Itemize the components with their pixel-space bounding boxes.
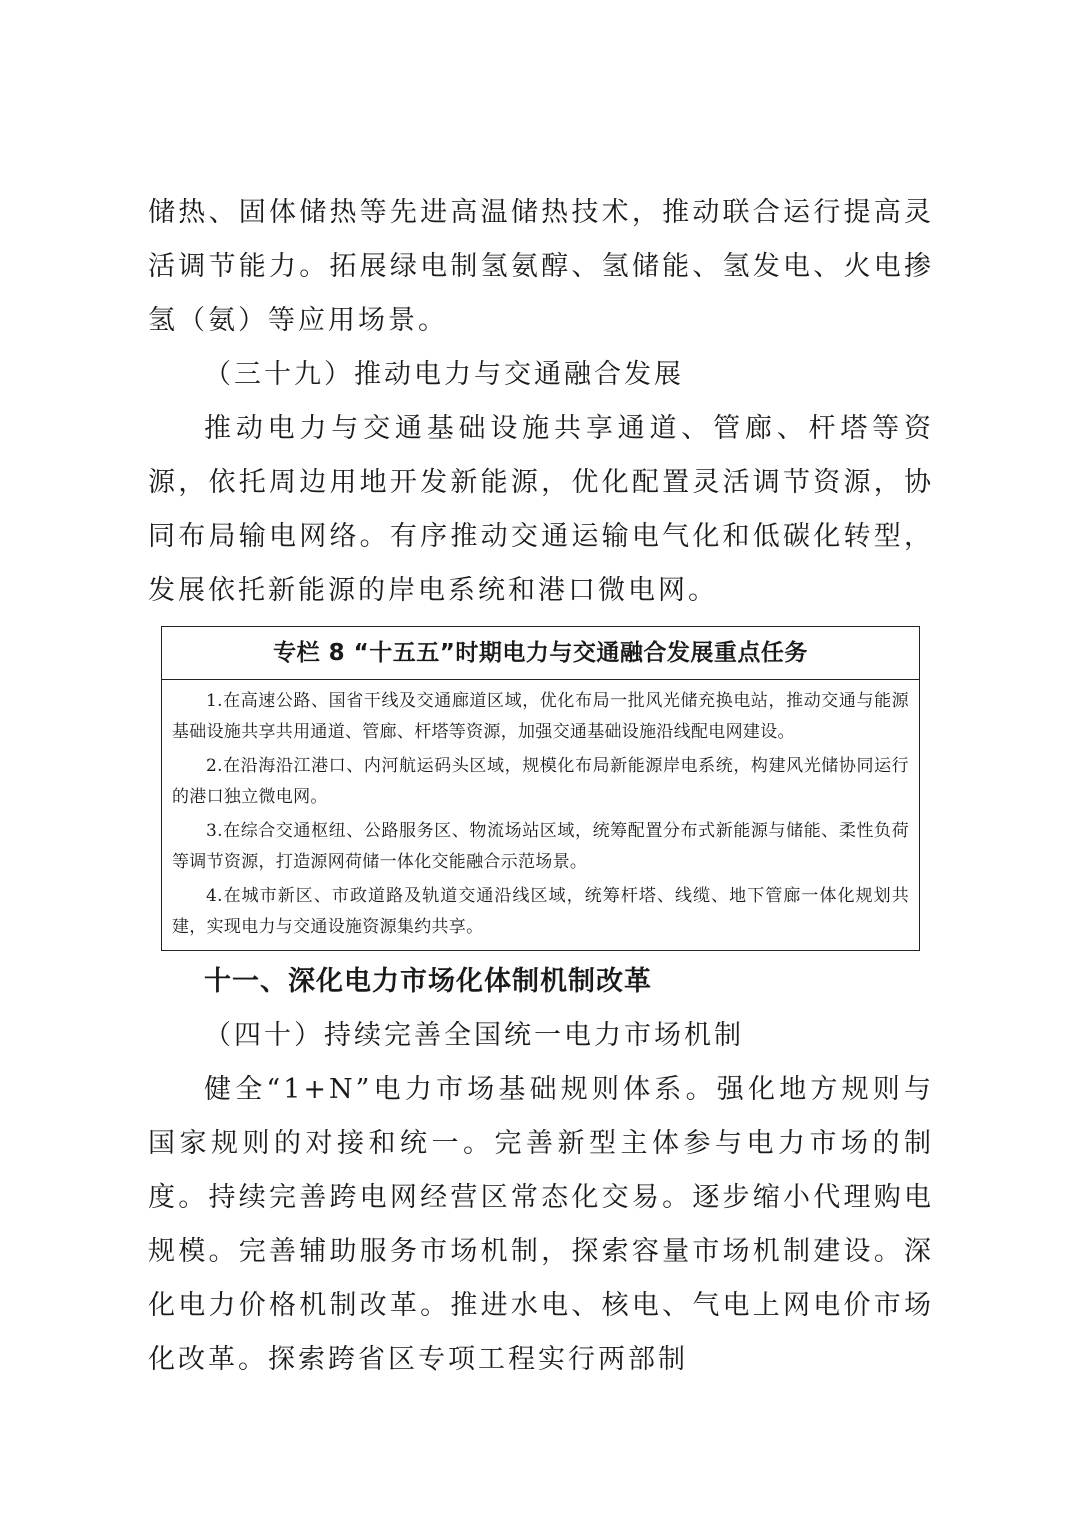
document-page bbox=[148, 186, 934, 1387]
paragraph-energy-storage: 储热、固体储热等先进高温储热技术，推动联合运行提高灵活调节能力。拓展绿电制氢氨醇、氢储能、氢发电、火电掺氢（氨）等应用场景。 bbox=[148, 197, 934, 336]
column-box-body bbox=[162, 680, 919, 950]
section-heading-40: （四十）持续完善全国统一电力市场机制 bbox=[204, 1020, 744, 1051]
section-heading-39: （三十九）推动电力与交通融合发展 bbox=[204, 359, 684, 390]
column-box-8 bbox=[161, 626, 920, 951]
column-box-title: 专栏 8 “十五五”时期电力与交通融合发展重点任务 bbox=[162, 627, 919, 680]
box-item: 1.在高速公路、国省干线及交通廊道区域，优化布局一批风光储充换电站，推动交通与能源基础设施共享共用通道、管廊、杆塔等资源，加强交通基础设施沿线配电网建设。 bbox=[172, 691, 909, 742]
paragraph-power-transport: 推动电力与交通基础设施共享通道、管廊、杆塔等资源，依托周边用地开发新能源，优化配置灵活调节资源，协同布局输电网络。有序推动交通运输电气化和低碳化转型，发展依托新能源的岸电系统和港口微电网。 bbox=[148, 413, 934, 606]
chapter-heading-11: 十一、深化电力市场化体制机制改革 bbox=[204, 966, 652, 997]
paragraph-market-mechanism: 健全“1+N”电力市场基础规则体系。强化地方规则与国家规则的对接和统一。完善新型主体参与电力市场的制度。持续完善跨电网经营区常态化交易。逐步缩小代理购电规模。完善辅助服务市场机制，探索容量市场机制建设。深化电力价格机制改革。推进水电、核电、气电上网电价市场化改革。探索跨省区专项工程实行两部制 bbox=[148, 1074, 934, 1375]
box-item: 2.在沿海沿江港口、内河航运码头区域，规模化布局新能源岸电系统，构建风光储协同运行的港口独立微电网。 bbox=[172, 756, 909, 807]
box-item: 4.在城市新区、市政道路及轨道交通沿线区域，统筹杆塔、线缆、地下管廊一体化规划共建，实现电力与交通设施资源集约共享。 bbox=[172, 886, 909, 937]
box-item: 3.在综合交通枢纽、公路服务区、物流场站区域，统筹配置分布式新能源与储能、柔性负荷等调节资源，打造源网荷储一体化交能融合示范场景。 bbox=[172, 821, 909, 872]
